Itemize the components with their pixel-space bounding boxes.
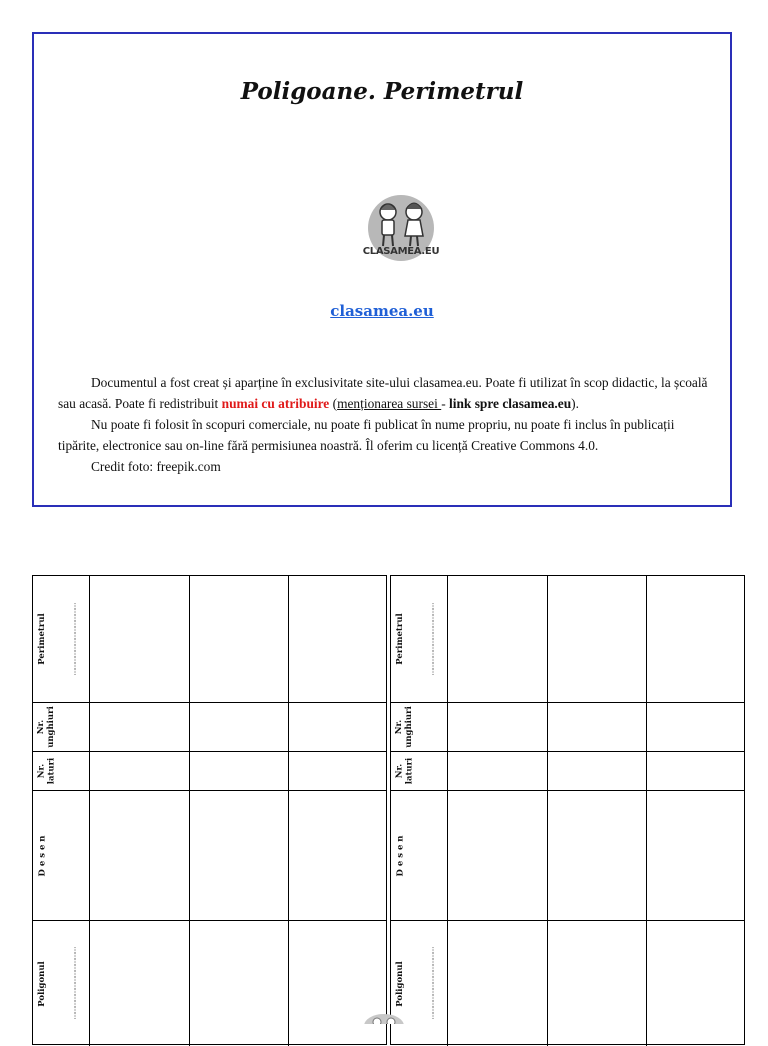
answer-cell[interactable] — [190, 703, 289, 751]
logo-wordmark: CLASAMEA.EU — [362, 246, 440, 257]
answer-cell[interactable] — [289, 703, 387, 751]
row-header — [391, 791, 448, 920]
row-nr-laturi — [391, 752, 744, 791]
label-desen: D e s e n — [37, 835, 47, 876]
answer-cell[interactable] — [90, 703, 190, 751]
label-nr-unghiuri: Nr. unghiuri — [394, 706, 415, 748]
answer-cell[interactable] — [647, 921, 745, 1046]
answer-cell[interactable] — [289, 576, 387, 702]
row-nr-unghiuri — [33, 703, 386, 752]
answer-cell[interactable] — [448, 921, 548, 1046]
answer-cell[interactable] — [647, 576, 745, 702]
answer-cell[interactable] — [548, 576, 647, 702]
label-nr-laturi: Nr. laturi — [394, 757, 415, 785]
answer-dots: ……………………………… — [427, 947, 436, 1020]
row-poligonul — [391, 921, 744, 1046]
notice-text: ). — [571, 396, 579, 411]
drawing-cell[interactable] — [90, 791, 190, 920]
answer-cell[interactable] — [647, 703, 745, 751]
row-perimetrul — [33, 576, 386, 703]
site-link[interactable]: clasamea.eu — [330, 302, 434, 320]
link-mention: link spre clasamea.eu — [449, 396, 572, 411]
label-poligonul: Poligonul — [37, 960, 47, 1007]
answer-cell[interactable] — [548, 703, 647, 751]
drawing-cell[interactable] — [190, 791, 289, 920]
attribution-required: numai cu atribuire — [221, 396, 330, 411]
label-poligonul: Poligonul — [395, 960, 405, 1007]
label-perimetrul: Perimetrul — [395, 613, 405, 665]
notice-text: Documentul a fost creat și aparține în exclusivitate site-ului clasamea.eu. Poate fi utilizat în scop didactic, la școală sau acasă. Poate fi redistribuit — [58, 375, 708, 411]
answer-cell[interactable] — [90, 921, 190, 1046]
drawing-cell[interactable] — [289, 791, 387, 920]
photo-credit: Credit foto: freepik.com — [91, 459, 221, 474]
row-header — [33, 752, 90, 790]
row-desen — [33, 791, 386, 921]
label-nr-unghiuri: Nr. unghiuri — [36, 706, 57, 748]
answer-cell[interactable] — [548, 921, 647, 1046]
cover-box — [32, 32, 732, 507]
answer-cell[interactable] — [289, 921, 387, 1046]
notice-paragraph-2: Nu poate fi folosit în scopuri comerciale, nu poate fi publicat în nume propriu, nu poate fi inclus în publicații tipărite, electronice sau on-line fără permisiunea noastră. Îl oferim cu licență Creative Commons 4.0. — [58, 417, 675, 453]
answer-cell[interactable] — [448, 576, 548, 702]
answer-cell[interactable] — [448, 703, 548, 751]
answer-cell[interactable] — [289, 752, 387, 790]
source-mention: menționarea sursei — [337, 396, 442, 411]
row-desen — [391, 791, 744, 921]
document-title: Poligoane. Perimetrul — [240, 78, 524, 105]
answer-cell[interactable] — [448, 752, 548, 790]
label-perimetrul: Perimetrul — [37, 613, 47, 665]
row-poligonul — [33, 921, 386, 1046]
row-header — [391, 921, 448, 1046]
label-desen: D e s e n — [395, 835, 405, 876]
license-notice — [58, 372, 708, 477]
row-header — [33, 791, 90, 920]
row-header — [391, 703, 448, 751]
worksheet-table-left — [32, 575, 387, 1045]
answer-dots: ……………………………… — [427, 603, 436, 675]
watermark-logo-icon — [358, 1012, 410, 1024]
answer-cell[interactable] — [90, 752, 190, 790]
row-nr-unghiuri — [391, 703, 744, 752]
answer-cell[interactable] — [90, 576, 190, 702]
answer-cell[interactable] — [548, 752, 647, 790]
answer-cell[interactable] — [190, 752, 289, 790]
answer-dots: ……………………………… — [69, 947, 78, 1020]
notice-text: ( — [329, 396, 338, 411]
row-header — [33, 576, 90, 702]
notice-text: - — [441, 396, 450, 411]
answer-cell[interactable] — [190, 921, 289, 1046]
row-header — [391, 576, 448, 702]
answer-dots: ……………………………… — [69, 603, 78, 675]
row-header — [33, 921, 90, 1046]
drawing-cell[interactable] — [548, 791, 647, 920]
worksheet-table-right — [390, 575, 745, 1045]
row-header — [33, 703, 90, 751]
drawing-cell[interactable] — [448, 791, 548, 920]
row-nr-laturi — [33, 752, 386, 791]
row-header — [391, 752, 448, 790]
label-nr-laturi: Nr. laturi — [36, 757, 57, 785]
answer-cell[interactable] — [190, 576, 289, 702]
row-perimetrul — [391, 576, 744, 703]
answer-cell[interactable] — [647, 752, 745, 790]
notice-paragraph-1 — [58, 372, 708, 414]
drawing-cell[interactable] — [647, 791, 745, 920]
